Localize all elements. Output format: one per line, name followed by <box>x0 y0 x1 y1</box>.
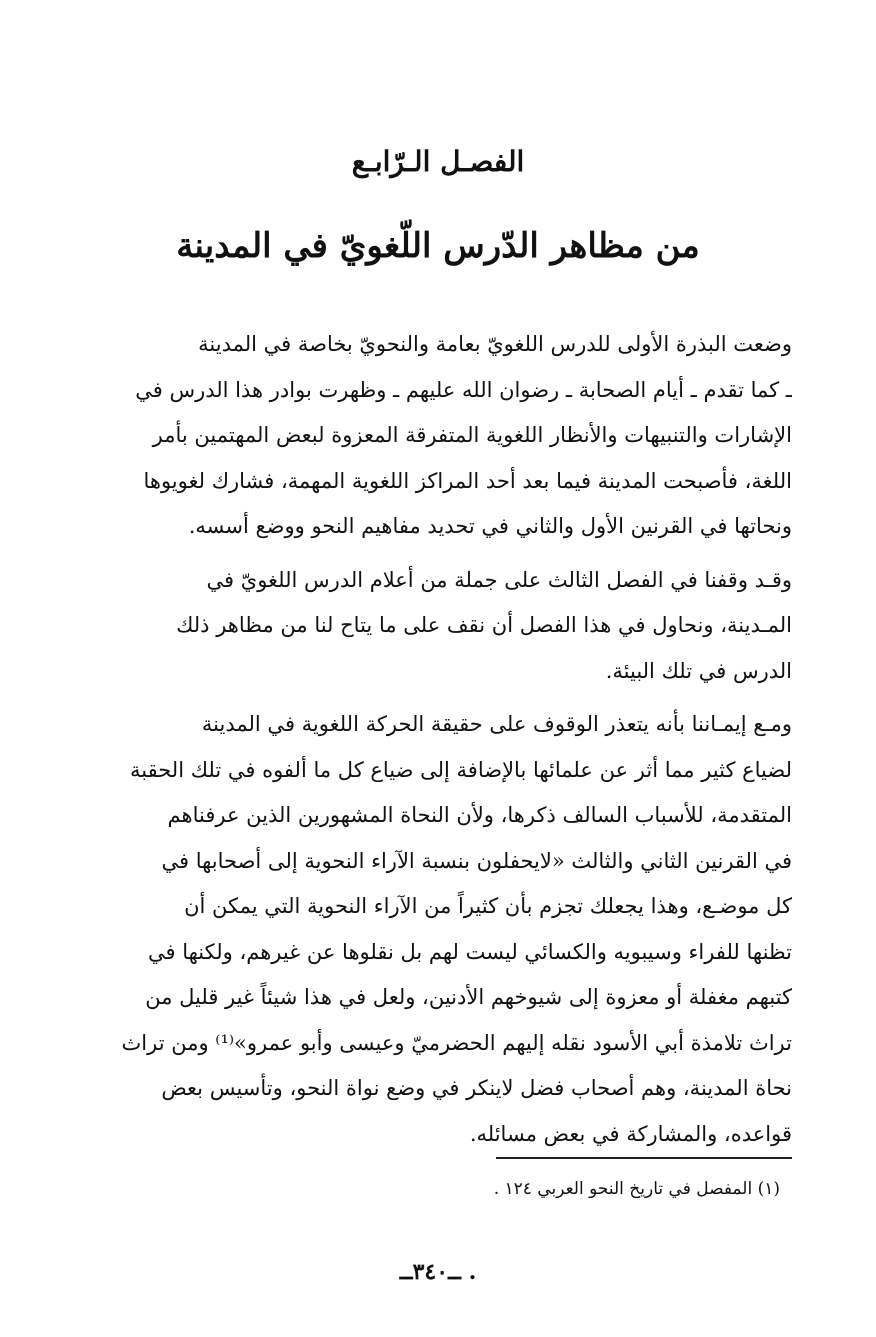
paragraph-line: ومـع إيمـاننا بأنه يتعذر الوقوف على حقيقة الحركة اللغوية في المدينة <box>201 712 792 736</box>
paragraph-line: كتبهم مغفلة أو معزوة إلى شيوخهم الأدنين، ولعل في هذا شيئاً غير قليل من <box>145 985 792 1009</box>
paragraph-3 <box>80 702 792 1157</box>
paragraph-line: لضياع كثير مما أثر عن علمائها بالإضافة إلى ضياع كل ما ألفوه في تلك الحقبة <box>130 757 792 782</box>
paragraph-line: وضعت البذرة الأولى للدرس اللغويّ بعامة والنحويّ بخاصة في المدينة <box>198 332 792 356</box>
paragraph-line: قواعده، والمشاركة في بعض مسائله. <box>469 1121 792 1146</box>
paragraph-line: الإشارات والتنبيهات والأنظار اللغوية المتفرقة المعزوة لبعض المهتمين بأمر <box>152 423 792 447</box>
paragraph-1 <box>80 322 792 550</box>
paragraph-line: وقـد وقفنا في الفصل الثالث على جملة من أعلام الدرس اللغويّ في <box>206 567 792 592</box>
page-number: . ــ٣٤٠ــ <box>399 1259 477 1285</box>
paragraph-line: تراث تلامذة أبي الأسود نقله إليهم الحضرميّ وعيسى وأبو عمرو»⁽¹⁾ ومن تراث <box>121 1030 792 1055</box>
chapter-label: الفصـل الـرّابـع <box>351 145 525 178</box>
chapter-title: من مظاهر الدّرس اللّغويّ في المدينة <box>176 226 700 266</box>
paragraph-2 <box>80 558 792 695</box>
paragraph-line: ـ كما تقدم ـ أيام الصحابة ـ رضوان الله عليهم ـ وظهرت بوادر هذا الدرس في <box>135 377 792 402</box>
paragraph-line: المتقدمة، للأسباب السالف ذكرها، ولأن النحاة المشهورين الذين عرفناهم <box>167 803 792 827</box>
paragraph-line: ونحاتها في القرنين الأول والثاني في تحديد مفاهيم النحو ووضع أسسه. <box>188 514 792 538</box>
paragraph-line: تظنها للفراء وسيبويه والكسائي ليست لهم بل نقلوها عن غيرهم، ولكنها في <box>148 939 792 964</box>
paragraph-line: اللغة، فأصبحت المدينة فيما بعد أحد المراكز اللغوية المهمة، فشارك لغويوها <box>143 468 792 493</box>
paragraph-line: المـدينة، ونحاول في هذا الفصل أن نقف على ما يتاح لنا من مظاهر ذلك <box>176 613 792 637</box>
paragraph-line: كل موضـع، وهذا يجعلك تجزم بأن كثيراً من الآراء النحوية التي يمكن أن <box>184 894 792 918</box>
footnote-divider <box>496 1157 792 1159</box>
body-text <box>80 322 792 1165</box>
paragraph-line: في القرنين الثاني والثالث «لايحفلون بنسبة الآراء النحوية إلى أصحابها في <box>161 848 792 873</box>
footnote: (١) المفصل في تاريخ النحو العربي ١٢٤ . <box>493 1179 780 1199</box>
paragraph-line: الدرس في تلك البيئة. <box>605 658 792 683</box>
paragraph-line: نحاة المدينة، وهم أصحاب فضل لاينكر في وضع نواة النحو، وتأسيس بعض <box>161 1076 792 1100</box>
